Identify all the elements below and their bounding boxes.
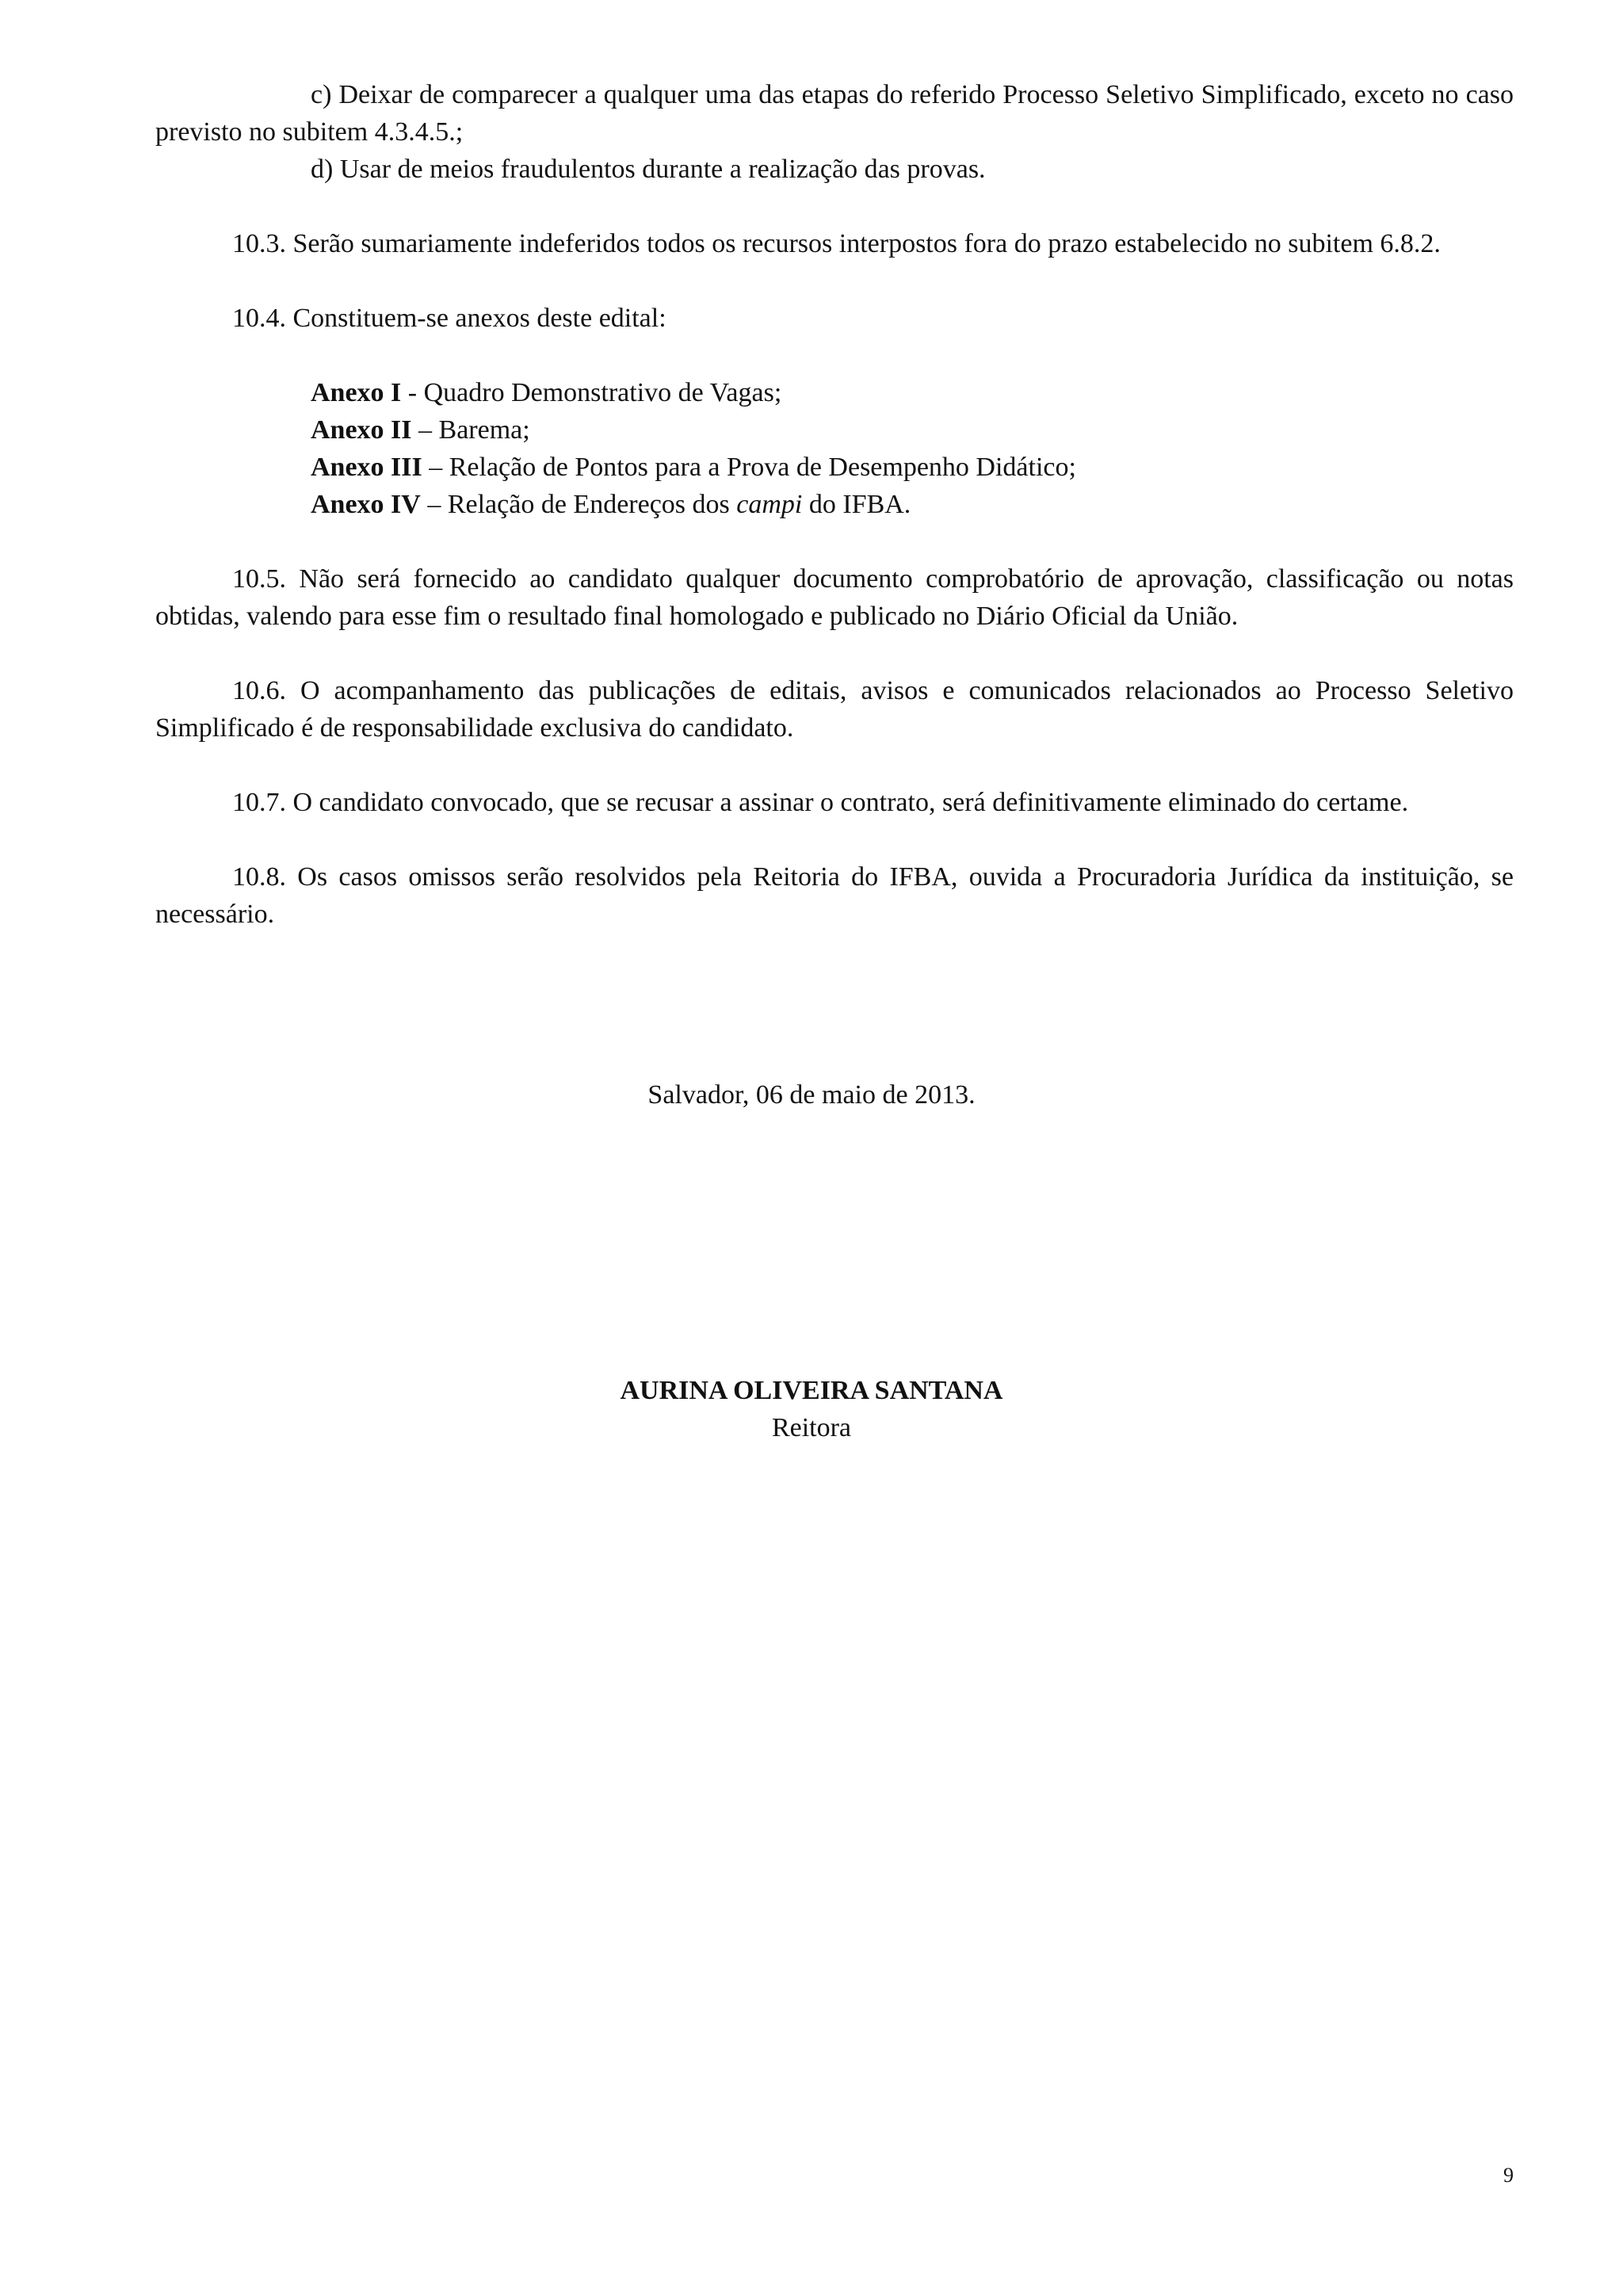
annex-item <box>311 486 1514 523</box>
item-d: d) Usar de meios fraudulentos durante a realização das provas. <box>311 155 986 184</box>
paragraph-10-6: 10.6. O acompanhamento das publicações de editais, avisos e comunicados relacionados ao Processo Seletivo Simplificado é de responsabilidade exclusiva do candidato. <box>155 676 1514 743</box>
item-c: c) Deixar de comparecer a qualquer uma das etapas do referido Processo Seletivo Simplificado, exceto no caso previsto no subitem 4.3.4.5.; <box>155 80 1514 147</box>
place-date: Salvador, 06 de maio de 2013. <box>647 1080 976 1110</box>
annex-item <box>311 374 1514 411</box>
annex-text: – Barema; <box>411 415 530 445</box>
paragraph-10-3: 10.3. Serão sumariamente indeferidos todos os recursos interpostos fora do prazo estabelecido no subitem 6.8.2. <box>232 229 1441 258</box>
body-text <box>155 76 1514 933</box>
paragraph-10-7: 10.7. O candidato convocado, que se recusar a assinar o contrato, será definitivamente eliminado do certame. <box>232 788 1409 817</box>
annex-item <box>311 449 1514 486</box>
annex-label: Anexo II <box>311 415 412 445</box>
paragraph-10-4: 10.4. Constituem-se anexos deste edital: <box>232 304 666 333</box>
annex-text-italic: campi <box>736 490 803 519</box>
annex-text: - Quadro Demonstrativo de Vagas; <box>401 378 782 407</box>
annex-text: – Relação de Pontos para a Prova de Desempenho Didático; <box>422 453 1076 482</box>
annex-item <box>311 411 1514 449</box>
signatory-role: Reitora <box>771 1413 852 1442</box>
page-number: 9 <box>1503 2164 1514 2187</box>
annex-label: Anexo IV <box>311 490 421 519</box>
annex-label: Anexo I <box>311 378 402 407</box>
annex-list <box>155 374 1514 523</box>
paragraph-10-5: 10.5. Não será fornecido ao candidato qualquer documento comprobatório de aprovação, classificação ou notas obtidas, valendo para esse fim o resultado final homologado e publicado no Diário Oficial da União. <box>155 564 1514 631</box>
signatory-name: AURINA OLIVEIRA SANTANA <box>620 1376 1003 1405</box>
paragraph-10-8: 10.8. Os casos omissos serão resolvidos pela Reitoria do IFBA, ouvida a Procuradoria Jurídica da instituição, se necessário. <box>155 862 1514 929</box>
annex-label: Anexo III <box>311 453 422 482</box>
annex-text: do IFBA. <box>802 490 911 519</box>
annex-text: – Relação de Endereços dos <box>420 490 737 519</box>
